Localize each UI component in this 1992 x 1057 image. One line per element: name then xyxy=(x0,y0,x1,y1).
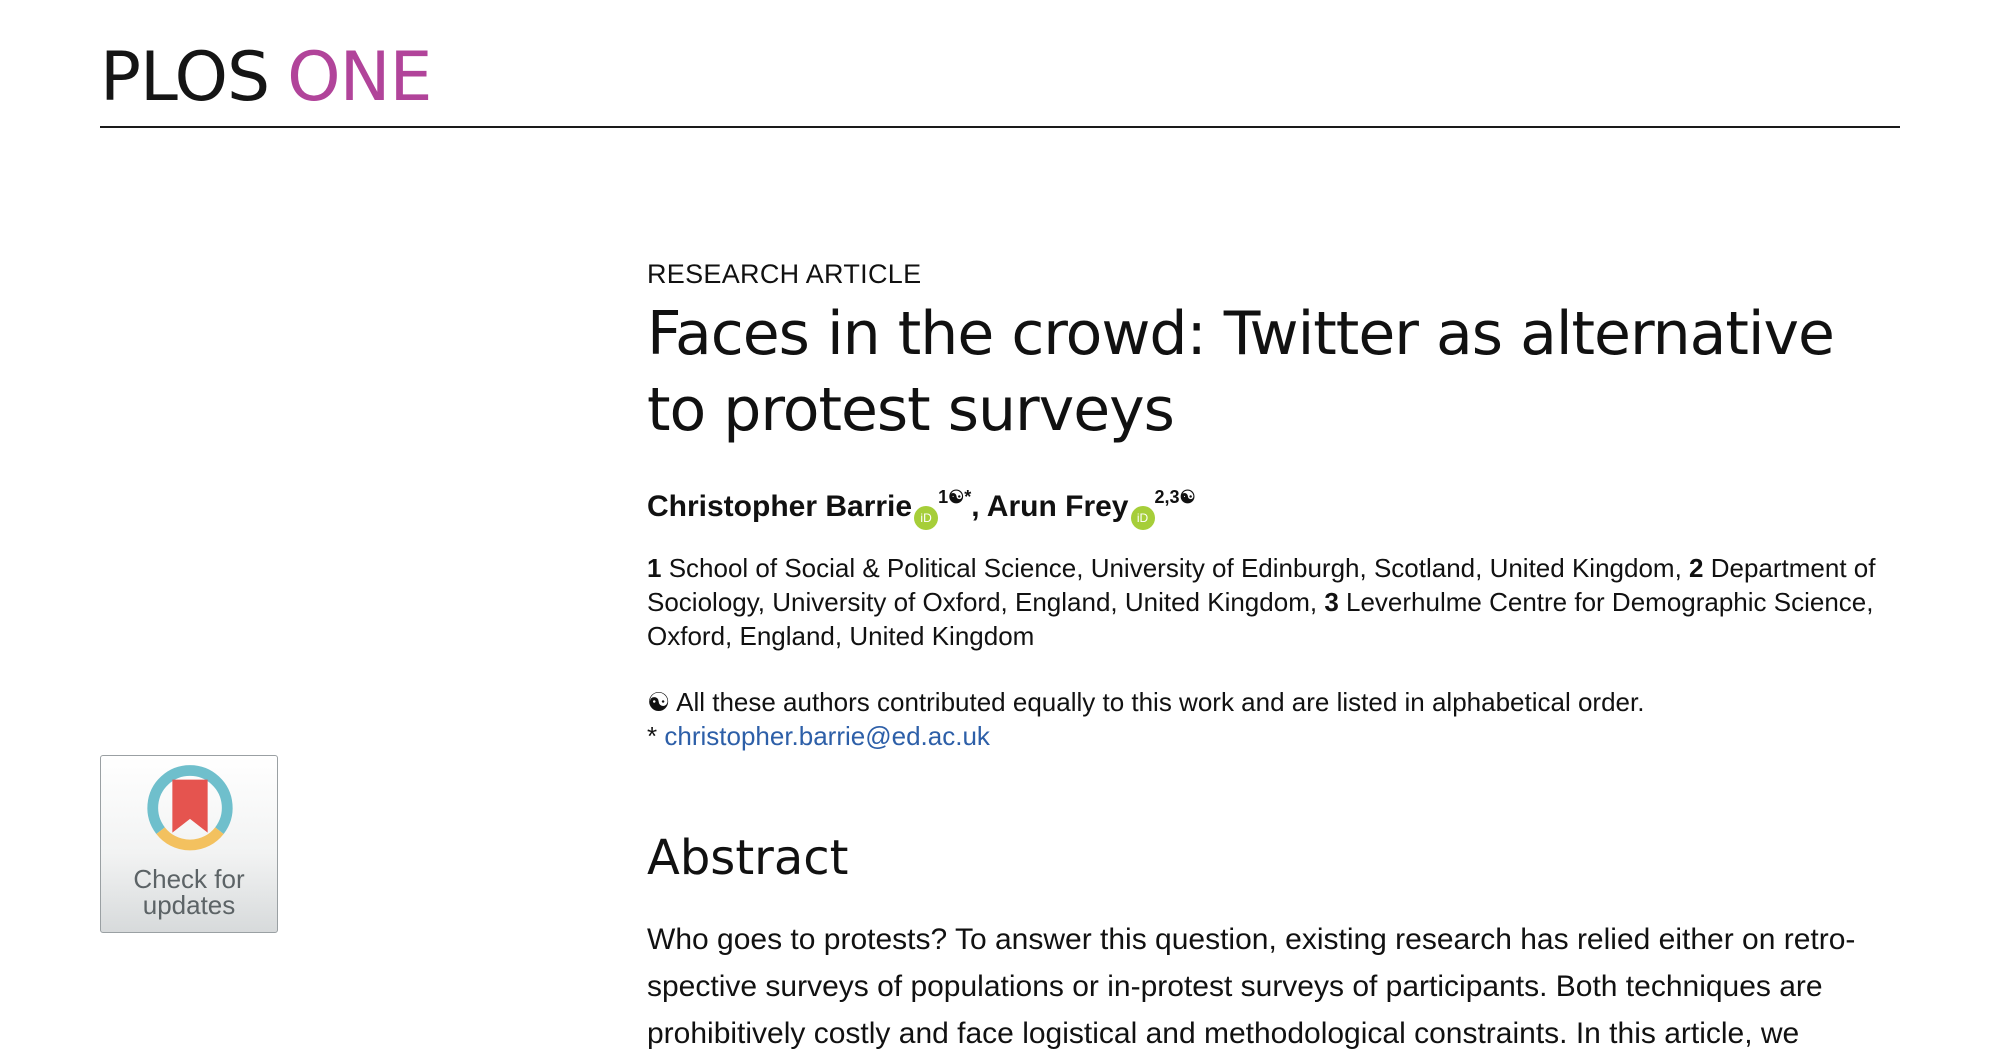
corresponding-email-link[interactable]: christopher.barrie@ed.ac.uk xyxy=(664,721,990,751)
logo-plos: PLOS xyxy=(100,38,270,117)
check-for-updates-line2: updates xyxy=(142,890,236,920)
abstract-heading: Abstract xyxy=(647,830,849,886)
check-for-updates-button[interactable] xyxy=(100,755,278,933)
corresponding-marker: * xyxy=(647,721,658,751)
check-for-updates-line1: Check for xyxy=(133,864,245,894)
logo-one: ONE xyxy=(287,38,432,117)
author-separator: , xyxy=(971,490,987,523)
author-affiliation-marker: 2,3☯ xyxy=(1154,487,1196,507)
abstract-text: Who goes to protests? To answer this question, existing research has relied either on retro-spective surveys of populations or in-protest surveys of participants. Both techniques are prohibitively costly and face logistical and methodological constraints. In this article, we xyxy=(647,923,1856,1050)
orcid-icon[interactable]: iD xyxy=(1131,506,1155,530)
affiliation-number: 3 xyxy=(1324,587,1339,617)
orcid-icon[interactable]: iD xyxy=(914,506,938,530)
journal-masthead xyxy=(100,40,1900,128)
author-affiliation-marker: 1☯* xyxy=(938,487,972,507)
author-name[interactable]: Arun Frey xyxy=(986,490,1129,523)
affiliation-number: 1 xyxy=(647,553,662,583)
author-name[interactable]: Christopher Barrie xyxy=(647,490,913,523)
affiliations xyxy=(647,551,1899,653)
equal-contribution-note: ☯ All these authors contributed equally to this work and are listed in alphabetical order. xyxy=(647,687,1645,717)
affiliation-text: Department of Sociology, University of Oxford, England, United Kingdom, xyxy=(647,553,1876,617)
author-notes xyxy=(647,685,1899,753)
check-for-updates-label xyxy=(101,866,277,918)
affiliation-text: School of Social & Political Science, University of Edinburgh, Scotland, United Kingdom, xyxy=(668,553,1682,583)
affiliation-number: 2 xyxy=(1689,553,1704,583)
bookmark-icon xyxy=(141,764,239,862)
affiliation-text: Leverhulme Centre for Demographic Science, Oxford, England, United Kingdom xyxy=(647,587,1874,651)
author-list xyxy=(647,487,1899,530)
article-type-label: RESEARCH ARTICLE xyxy=(647,259,922,289)
article-title: Faces in the crowd: Twitter as alternative to protest surveys xyxy=(647,299,1834,445)
corresponding-author-line xyxy=(647,719,1899,753)
journal-logo[interactable] xyxy=(100,38,432,117)
